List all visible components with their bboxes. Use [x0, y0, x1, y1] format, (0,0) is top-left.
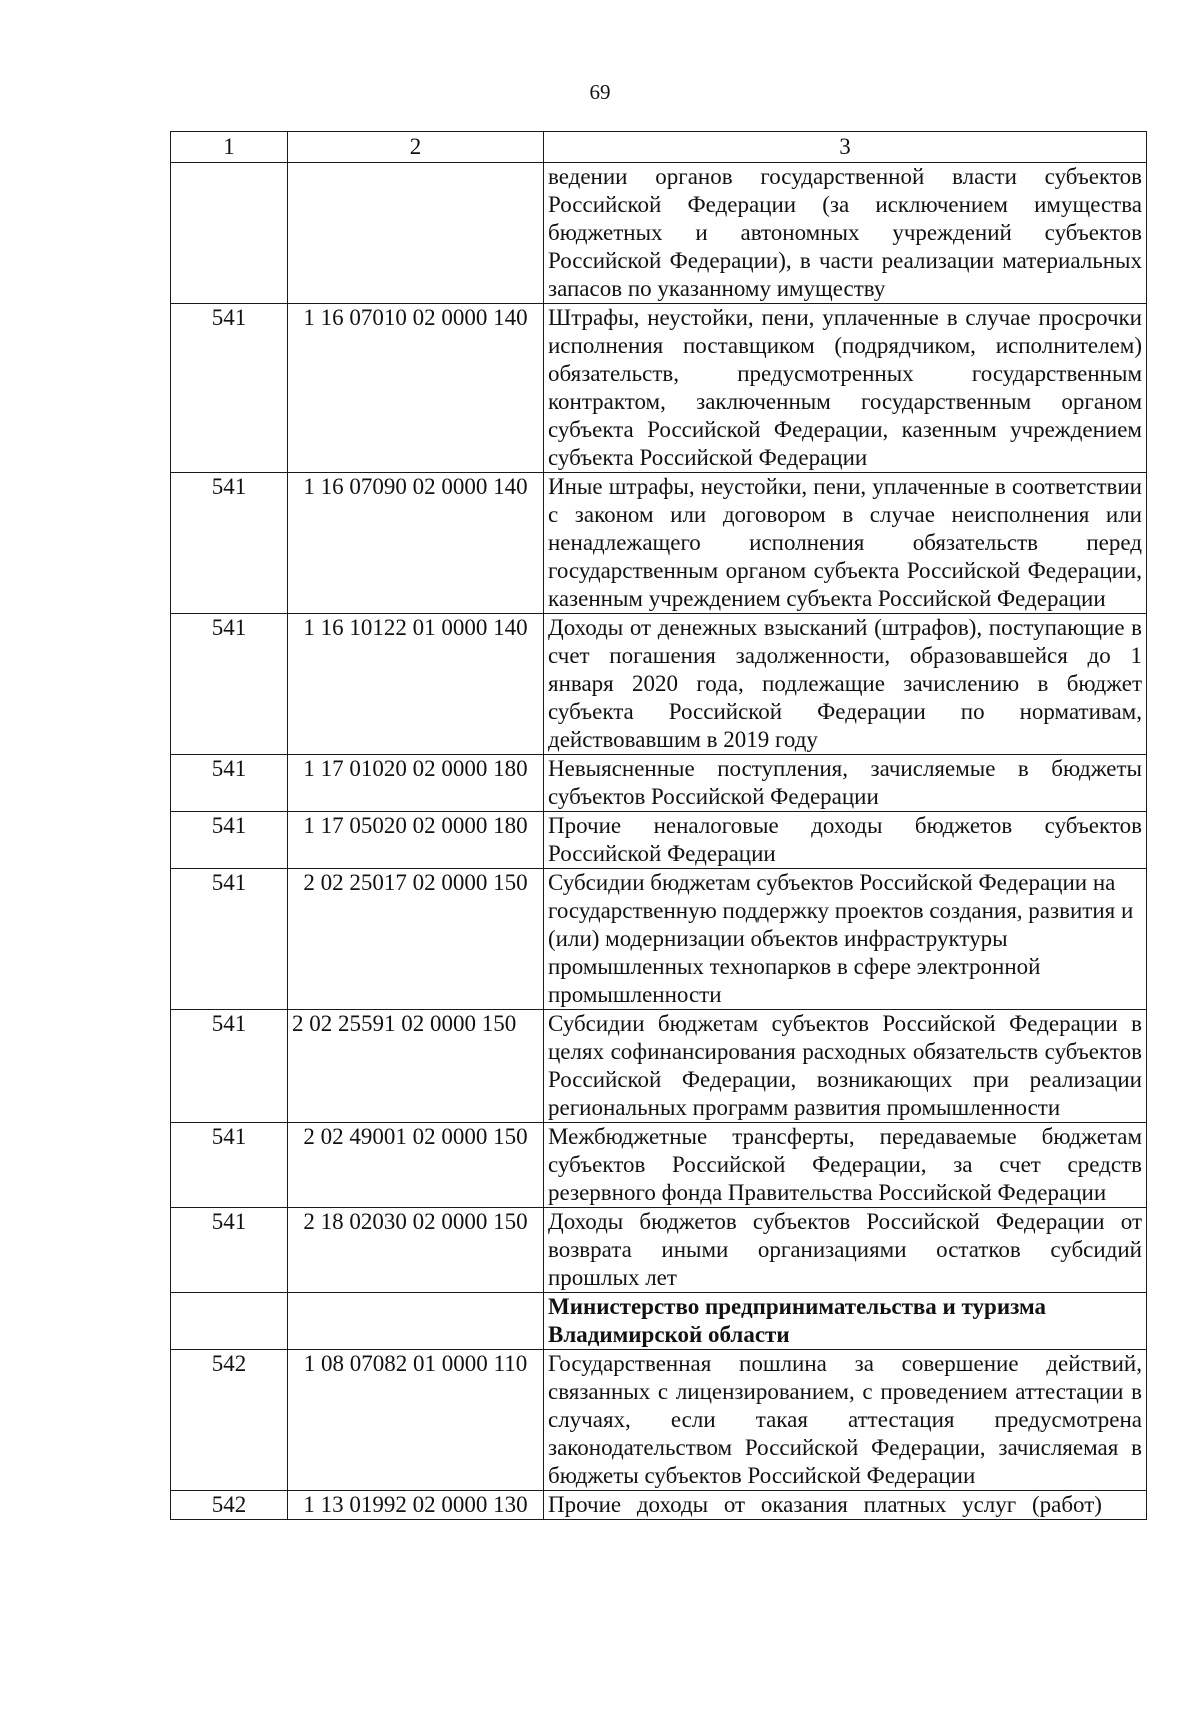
revenue-code-cell: 2 02 25017 02 0000 150 [288, 869, 544, 1010]
admin-code-cell: 541 [171, 1010, 288, 1123]
revenue-name-cell: ведении органов государственной власти субъектов Российской Федерации (за исключением имущества бюджетных и автономных учреждений субъектов Российской Федерации), в части реализации материальных запасов по указанному имуществу [544, 163, 1147, 304]
empty-cell [171, 1293, 288, 1350]
revenue-name-cell: Прочие доходы от оказания платных услуг (работ) [544, 1491, 1147, 1520]
admin-code-cell: 541 [171, 473, 288, 614]
table-row [171, 1010, 1147, 1123]
admin-code-cell [171, 163, 288, 304]
table-row [171, 304, 1147, 473]
revenue-name-cell: Прочие неналоговые доходы бюджетов субъектов Российской Федерации [544, 812, 1147, 869]
admin-code-cell: 542 [171, 1491, 288, 1520]
revenue-name-cell: Государственная пошлина за совершение действий, связанных с лицензированием, с проведением аттестации в случаях, если такая аттестация предусмотрена законодательством Российской Федерации, зачисляемая в бюджеты субъектов Российской Федерации [544, 1350, 1147, 1491]
revenue-name-cell: Доходы бюджетов субъектов Российской Федерации от возврата иными организациями остатков субсидий прошлых лет [544, 1208, 1147, 1293]
revenue-code-cell: 1 08 07082 01 0000 110 [288, 1350, 544, 1491]
revenue-name-cell: Штрафы, неустойки, пени, уплаченные в случае просрочки исполнения поставщиком (подрядчиком, исполнителем) обязательств, предусмотренных государственным контрактом, заключенным государственным органом субъекта Российской Федерации, казенным учреждением субъекта Российской Федерации [544, 304, 1147, 473]
revenue-name-cell: Иные штрафы, неустойки, пени, уплаченные в соответствии с законом или договором в случае неисполнения или ненадлежащего исполнения обязательств перед государственным органом субъекта Российской Федерации, казенным учреждением субъекта Российской Федерации [544, 473, 1147, 614]
admin-code-cell: 542 [171, 1350, 288, 1491]
admin-code-cell: 541 [171, 614, 288, 755]
revenue-name-cell: Доходы от денежных взысканий (штрафов), поступающие в счет погашения задолженности, образовавшейся до 1 января 2020 года, подлежащие зачислению в бюджет субъекта Российской Федерации по нормативам, действовавшим в 2019 году [544, 614, 1147, 755]
revenue-codes-table [170, 131, 1147, 1520]
table-row [171, 869, 1147, 1010]
table-header-row [171, 132, 1147, 163]
empty-cell [288, 1293, 544, 1350]
revenue-code-cell: 1 17 05020 02 0000 180 [288, 812, 544, 869]
revenue-code-cell: 2 02 25591 02 0000 150 [288, 1010, 544, 1123]
revenue-code-cell: 2 18 02030 02 0000 150 [288, 1208, 544, 1293]
page-number: 69 [589, 80, 611, 104]
admin-code-cell: 541 [171, 755, 288, 812]
admin-code-cell: 541 [171, 1123, 288, 1208]
column-header-1: 1 [171, 132, 288, 163]
section-title-line-1: Министерство предпринимательства и туризма [548, 1294, 1047, 1319]
admin-code-cell: 541 [171, 812, 288, 869]
admin-code-cell: 541 [171, 304, 288, 473]
table-row [171, 473, 1147, 614]
revenue-code-cell: 1 16 07090 02 0000 140 [288, 473, 544, 614]
section-header-row [171, 1293, 1147, 1350]
revenue-name-cell: Субсидии бюджетам субъектов Российской Федерации на государственную поддержку проектов создания, развития и (или) модернизации объектов инфраструктуры промышленных технопарков в сфере электронной промышленности [544, 869, 1147, 1010]
table-row [171, 1350, 1147, 1491]
revenue-code-cell: 1 13 01992 02 0000 130 [288, 1491, 544, 1520]
admin-code-cell: 541 [171, 869, 288, 1010]
table-row [171, 1491, 1147, 1520]
admin-code-cell: 541 [171, 1208, 288, 1293]
table-row [171, 812, 1147, 869]
revenue-name-cell: Субсидии бюджетам субъектов Российской Федерации в целях софинансирования расходных обязательств субъектов Российской Федерации, возникающих при реализации региональных программ развития промышленности [544, 1010, 1147, 1123]
revenue-code-cell: 1 17 01020 02 0000 180 [288, 755, 544, 812]
revenue-name-cell: Невыясненные поступления, зачисляемые в бюджеты субъектов Российской Федерации [544, 755, 1147, 812]
revenue-code-cell [288, 163, 544, 304]
revenue-code-cell: 1 16 07010 02 0000 140 [288, 304, 544, 473]
table-row [171, 755, 1147, 812]
revenue-code-cell: 2 02 49001 02 0000 150 [288, 1123, 544, 1208]
revenue-code-cell: 1 16 10122 01 0000 140 [288, 614, 544, 755]
revenue-name-cell: Межбюджетные трансферты, передаваемые бюджетам субъектов Российской Федерации, за счет средств резервного фонда Правительства Российской Федерации [544, 1123, 1147, 1208]
section-title-line-2: Владимирской области [548, 1322, 790, 1347]
column-header-2: 2 [288, 132, 544, 163]
section-title [544, 1293, 1147, 1350]
table-row [171, 614, 1147, 755]
table-row [171, 163, 1147, 304]
column-header-3: 3 [544, 132, 1147, 163]
table-row [171, 1208, 1147, 1293]
table-row [171, 1123, 1147, 1208]
